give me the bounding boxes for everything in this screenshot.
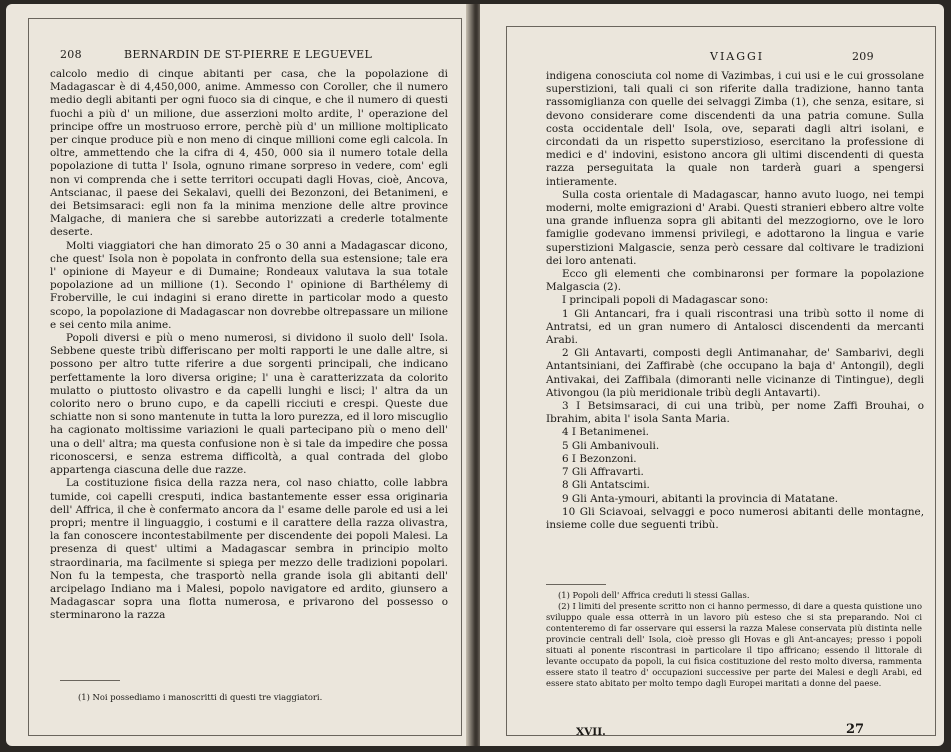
left-page-number: 208 [60,48,82,61]
right-paragraph-3: Ecco gli elementi che combinaronsi per formare la popolazione Malgascia (2). [546,268,924,294]
list-item: 1 Gli Antancari, fra i quali riscontrasi una tribù sotto il nome di Antratsi, ed un gran numero di Antalosci discendenti da mercanti Arabi. [546,307,924,347]
left-paragraph-4: La costituzione fisica della razza nera, col naso chiatto, colle labbra tumide, coi capelli cresputi, indica bastantemente esser essa originaria dell' Affrica, il che è confermato ancora da l' esame delle parole ed usi a lei propri; mentre il linguaggio, i costumi e il carattere della razza olivastra, la fan conoscere incontestabilmente per discendente dei popoli Malesi. La presenza di quest' ultimi a Madagascar sembra in principio molto straordinaria, ma facilmente si spiega per mezzo delle tradizioni popolari. Non fu la tempesta, che trasportò nella grande isola gli abitanti dell' arcipelago Indiano ma i Malesi, popolo navigatore ed ardito, giunsero a Madagascar sopra una flotta numerosa, e privarono del possesso o sterminarono la razza [50,477,448,622]
list-item: 3 I Betsimsaraci, di cui una tribù, per nome Zaffi Brouhai, o Ibrahim, abita l' isola Santa Maria. [546,400,924,426]
list-item: 10 Gli Sciavoai, selvaggi e poco numerosi abitanti delle montagne, insieme colle due seguenti tribù. [546,505,924,531]
left-footnote-1: (1) Noi possediamo i manoscritti di questi tre viaggiatori. [78,692,323,702]
right-page-body [546,70,924,532]
right-page-number: 209 [852,50,874,63]
list-item: 9 Gli Anta-ymouri, abitanti la provincia di Matatane. [562,492,839,505]
right-paragraph-2: Sulla costa orientale di Madagascar, hanno avuto luogo, nei tempi moderni, molte emigrazioni d' Arabi. Questi stranieri ebbero altre volte una grande influenza sopra gli abitanti del mezzogiorno, ove le loro famiglie godevano immensi privilegi, e adottarono la lingua e varie superstizioni Malgascie, senza però cessare dal coltivare le tradizioni dei loro antenati. [546,188,924,267]
right-footnote-2: (2) I limiti del presente scritto non ci hanno permesso, di dare a questa quistione uno sviluppo quale essa otterrà in un lavoro più esteso che si sta preparando. Noi ci contenteremo di far osservare qui essersi la razza Malese conservata più distinta nelle provincie centrali dell' Isola, cioè presso gli Hovas e gli Ant-ancayes; presso i popoli situati al ponente riscontrasi in particolare il tipo affricano; essendo il littorale di levante occupato da popoli, la cui fisica costituzione del resto molto diversa, rammenta essere stato il teatro d' occupazioni successive per parte dei Malesi e degli Arabi, ed essere stato abitato per molto tempo dagli Europei maritati a donne del paese. [546,601,922,688]
list-item: 2 Gli Antavarti, composti degli Antimanahar, de' Sambarivi, degli Antantsiniani, dei Zaffirabè (che occupano la baja d' Antongil), degli Antivakai, dei Zaffibala (dimoranti nelle vicinanze di Tintingue), degli Ativongou (la più meridionale tribù degli Antavarti). [546,347,924,399]
left-footnotes [66,692,446,703]
left-footnote-rule [60,680,120,681]
left-paragraph-1: calcolo medio di cinque abitanti per casa, che la popolazione di Madagascar è di 4,450,000, anime. Ammesso con Coroller, che il numero medio degli abitanti per ogni fuoco sia di cinque, e che il numero di questi fuochi a più d' un milione, due asserzioni molto ardite, l' operazione del principe offre un mostruoso errore, perchè più d' un millione moltiplicato per cinque produce più e non meno di cinque millioni come egli calcola. In oltre, ammettendo che la cifra di 4, 450, 000 sia il numero totale della popolazione di tutta l' Isola, ognuno rimane sorpreso in vedere, com' egli non vi comprenda che i sette territori occupati dagli Hovas, cioè, Ancova, Antscianac, il paese dei Sekalavi, quelli dei Bezonzoni, dei Betanimeni, e dei Betsimsaraci: egli non fa la minima menzione delle altre province Malgache, di maniera che si sarebbe autorizzati a crederle totalmente deserte. [50,68,448,239]
right-page [480,4,944,746]
list-item: 4 I Betanimenei. [562,426,649,439]
list-item: 5 Gli Ambanivouli. [562,439,660,452]
signature-mark: XVII. [576,726,606,738]
list-item: 8 Gli Antatscimi. [562,479,650,492]
right-paragraph-1: indigena conosciuta col nome di Vazimbas, i cui usi e le cui grossolane superstizioni, tali quali ci son riferite dalla tradizione, hanno tanta rassomiglianza con quelle dei selvaggi Zimba (1), che senza, esitare, si devono considerare come discendenti da una patria comune. Sulla costa occidentale dell' Isola, ove, separati dagli altri isolani, e circondati da un rispetto superstizioso, esercitano la professione di medici e d' indovini, esistono ancora gli ultimi discendenti di questa razza perseguitata la quale non tarderà guari a spengersi intieramente. [546,70,924,188]
peoples-list [546,308,924,532]
left-page [6,4,472,746]
right-footnote-1: (1) Popoli dell' Affrica creduti li stessi Gallas. [558,590,750,600]
left-running-title: BERNARDIN DE ST-PIERRE E LEGUEVEL [124,48,373,61]
left-paragraph-3: Popoli diversi e più o meno numerosi, si dividono il suolo dell' Isola. Sebbene queste tribù differiscano per molti rapporti le une dalle altre, si possono per altro tutte riferire a due sorgenti principali, che indicano perfettamente la loro diversa origine; l' una è caratterizzata da colorito mulatto o piuttosto olivastro e da capelli lunghi e lisci; l' altra da un colorito nero o bruno cupo, e da capelli ricciuti e crespi. Queste due schiatte non si sono mantenute in tutta la loro purezza, ed il loro miscuglio ha cagionato moltissime variazioni le quali partecipano più o meno dell' una o dell' altra; ma questa confusione non è si tale da impedire che possa riconoscersi, e senza estrema difficoltà, a qual contrada del globo appartenga ciascuna delle due razze. [50,332,448,477]
right-footnotes [546,590,922,689]
list-item: 7 Gli Affravarti. [562,466,644,479]
right-footnote-rule [546,584,606,585]
folio-number: 27 [846,722,865,737]
right-running-title: VIAGGI [710,50,765,63]
left-paragraph-2: Molti viaggiatori che han dimorato 25 o 30 anni a Madagascar dicono, che quest' Isola non è popolata in confronto della sua estensione; tale era l' opinione di Mayeur e di Dumaine; Rondeaux valutava la sua totale popolazione ad un millione (1). Secondo l' opinione di Barthélemy di Froberville, le cui indagini si erano dirette in particolar modo a questo scopo, la popolazione di Madagascar non dovrebbe oltrepassare un milione e sei cento mila anime. [50,239,448,331]
left-page-body [50,68,448,623]
list-item: 6 I Bezonzoni. [562,452,637,465]
right-paragraph-4: I principali popoli di Madagascar sono: [562,294,769,307]
